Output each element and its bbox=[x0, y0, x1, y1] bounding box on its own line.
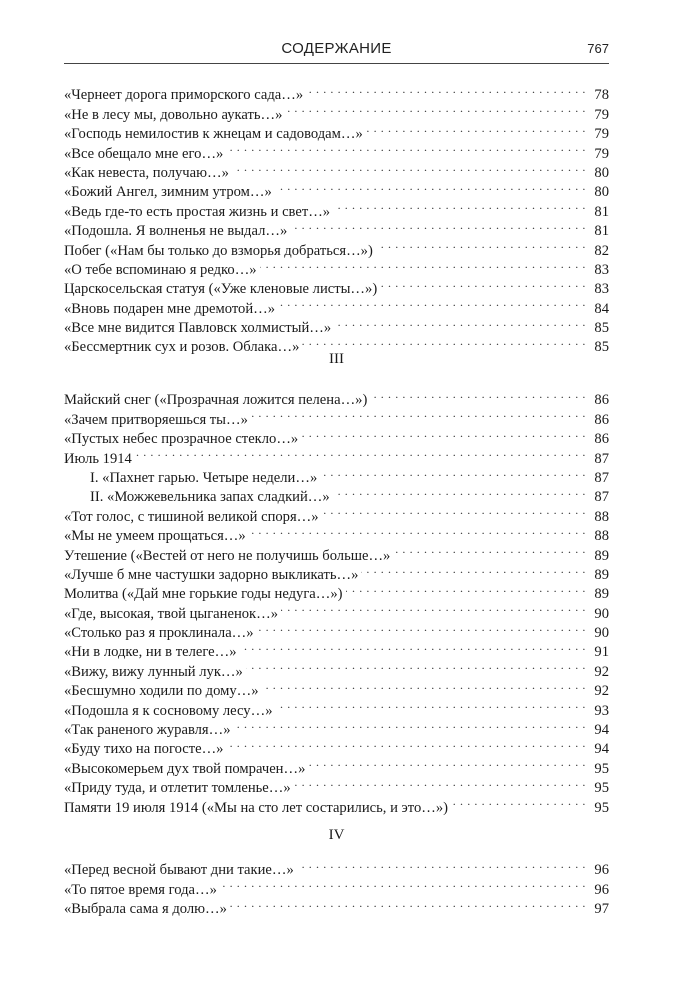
dot-leader bbox=[370, 385, 586, 404]
dot-leader bbox=[226, 138, 586, 157]
entry-title: Июль 1914 bbox=[64, 450, 132, 467]
dot-leader bbox=[257, 618, 586, 637]
section-heading-iv: IV bbox=[328, 827, 345, 843]
dot-leader bbox=[297, 855, 586, 874]
dot-leader bbox=[290, 216, 586, 235]
toc-subentry bbox=[64, 463, 609, 486]
dot-leader bbox=[240, 637, 586, 656]
entry-page: 78 bbox=[594, 87, 609, 104]
entry-title: «Выбрала сама я долю…» bbox=[64, 901, 227, 918]
entry-title: «Зачем притворяешься ты…» bbox=[64, 411, 248, 428]
entry-page: 85 bbox=[594, 320, 609, 337]
dot-leader bbox=[346, 579, 586, 598]
entry-title: «Ни в лодке, ни в телеге…» bbox=[64, 644, 237, 661]
toc-entry bbox=[64, 385, 609, 409]
dot-leader bbox=[333, 482, 586, 501]
entry-page: 79 bbox=[594, 126, 609, 143]
entry-title: «Все обещало мне его…» bbox=[64, 145, 224, 162]
entry-page: 92 bbox=[594, 683, 609, 700]
entry-page: 89 bbox=[594, 586, 609, 603]
dot-leader bbox=[376, 235, 586, 254]
dot-leader bbox=[333, 196, 586, 215]
toc-block-iv bbox=[64, 855, 609, 918]
toc-block-continued bbox=[64, 80, 609, 356]
dot-leader bbox=[278, 293, 586, 312]
entry-title: «Вижу, вижу лунный лук…» bbox=[64, 663, 243, 680]
entry-page: 89 bbox=[594, 566, 609, 583]
entry-page: 93 bbox=[594, 702, 609, 719]
entry-page: 90 bbox=[594, 605, 609, 622]
dot-leader bbox=[251, 404, 586, 423]
entry-page: 85 bbox=[594, 339, 609, 356]
entry-title: «Высокомерьем дух твой помрачен…» bbox=[64, 760, 306, 777]
dot-leader bbox=[294, 773, 586, 792]
dot-leader bbox=[135, 443, 586, 462]
entry-title: «Перед весной бывают дни такие…» bbox=[64, 862, 294, 879]
entry-title: «Пустых небес прозрачное стекло…» bbox=[64, 431, 299, 448]
toc-entry bbox=[64, 855, 609, 879]
entry-page: 87 bbox=[594, 450, 609, 467]
entry-title: II. «Можжевельника запах сладкий…» bbox=[90, 489, 330, 506]
entry-title: «Мы не умеем прощаться…» bbox=[64, 528, 246, 545]
entry-title: «Не в лесу мы, довольно аукать…» bbox=[64, 106, 283, 123]
entry-page: 86 bbox=[594, 392, 609, 409]
entry-title: «Столько раз я проклинала…» bbox=[64, 625, 254, 642]
entry-title: «Ведь где-то есть простая жизнь и свет…» bbox=[64, 203, 331, 220]
entry-title: «То пятое время года…» bbox=[64, 881, 217, 898]
dot-leader bbox=[361, 560, 586, 579]
running-head bbox=[64, 40, 609, 64]
dot-leader bbox=[220, 874, 586, 893]
page-number: 767 bbox=[587, 41, 609, 56]
entry-page: 87 bbox=[594, 489, 609, 506]
entry-title: Утешение («Вестей от него не получишь больше…» bbox=[64, 547, 391, 564]
entry-page: 80 bbox=[594, 164, 609, 181]
dot-leader bbox=[380, 274, 586, 293]
entry-page: 96 bbox=[594, 862, 609, 879]
entry-page: 83 bbox=[594, 281, 609, 298]
entry-page: 94 bbox=[594, 741, 609, 758]
entry-title: «Божий Ангел, зимним утром…» bbox=[64, 184, 272, 201]
dot-leader bbox=[322, 501, 586, 520]
section-heading-iii: III bbox=[329, 351, 344, 367]
entry-title: «Чернеет дорога приморского сада…» bbox=[64, 87, 304, 104]
entry-page: 81 bbox=[594, 203, 609, 220]
entry-title: Майский снег («Прозрачная ложится пелена…») bbox=[64, 392, 368, 409]
entry-page: 80 bbox=[594, 184, 609, 201]
entry-page: 91 bbox=[594, 644, 609, 661]
entry-title: «Бессмертник сух и розов. Облака…» bbox=[64, 339, 300, 356]
entry-page: 95 bbox=[594, 799, 609, 816]
entry-title: «О тебе вспоминаю я редко…» bbox=[64, 261, 257, 278]
entry-title: I. «Пахнет гарью. Четыре недели…» bbox=[90, 469, 318, 486]
dot-leader bbox=[234, 715, 586, 734]
entry-title: «Где, высокая, твой цыганенок…» bbox=[64, 605, 279, 622]
entry-page: 79 bbox=[594, 145, 609, 162]
dot-leader bbox=[306, 80, 586, 99]
dot-leader bbox=[301, 424, 586, 443]
dot-leader bbox=[285, 99, 586, 118]
entry-page: 86 bbox=[594, 431, 609, 448]
entry-page: 97 bbox=[594, 901, 609, 918]
entry-title: Молитва («Дай мне горькие годы недуга…») bbox=[64, 586, 343, 603]
dot-leader bbox=[302, 332, 586, 351]
entry-page: 88 bbox=[594, 508, 609, 525]
entry-title: «Тот голос, с тишиной великой споря…» bbox=[64, 508, 319, 525]
entry-title: «Как невеста, получаю…» bbox=[64, 164, 229, 181]
dot-leader bbox=[451, 792, 586, 811]
dot-leader bbox=[275, 177, 586, 196]
dot-leader bbox=[393, 540, 586, 559]
dot-leader bbox=[246, 656, 586, 675]
toc-block-iii bbox=[64, 385, 609, 816]
entry-page: 83 bbox=[594, 261, 609, 278]
entry-title: «Лучше б мне частушки задорно выкликать…» bbox=[64, 566, 359, 583]
entry-title: «Бесшумно ходили по дому…» bbox=[64, 683, 259, 700]
toc-entry bbox=[64, 80, 609, 104]
entry-title: «Господь немилостив к жнецам и садоводам…» bbox=[64, 126, 363, 143]
entry-title: «Буду тихо на погосте…» bbox=[64, 741, 224, 758]
entry-title: Царскосельская статуя («Уже кленовые листы…») bbox=[64, 281, 378, 298]
entry-page: 95 bbox=[594, 760, 609, 777]
entry-title: Памяти 19 июля 1914 («Мы на сто лет состарились, и это…») bbox=[64, 799, 449, 816]
dot-leader bbox=[260, 255, 586, 274]
entry-page: 82 bbox=[594, 242, 609, 259]
dot-leader bbox=[320, 463, 586, 482]
dot-leader bbox=[249, 521, 586, 540]
header-rule bbox=[64, 63, 609, 64]
dot-leader bbox=[334, 313, 586, 332]
entry-page: 81 bbox=[594, 223, 609, 240]
entry-title: «Вновь подарен мне дремотой…» bbox=[64, 300, 276, 317]
entry-title: «Приду туда, и отлетит томленье…» bbox=[64, 780, 291, 797]
entry-page: 90 bbox=[594, 625, 609, 642]
entry-page: 94 bbox=[594, 722, 609, 739]
entry-page: 92 bbox=[594, 663, 609, 680]
entry-title: «Подошла. Я волненья не выдал…» bbox=[64, 223, 288, 240]
entry-page: 96 bbox=[594, 881, 609, 898]
dot-leader bbox=[232, 158, 586, 177]
page-title: СОДЕРЖАНИЕ bbox=[281, 40, 392, 57]
dot-leader bbox=[230, 894, 586, 913]
entry-title: «Так раненого журавля…» bbox=[64, 722, 231, 739]
toc-entry bbox=[64, 443, 609, 467]
entry-page: 95 bbox=[594, 780, 609, 797]
entry-page: 88 bbox=[594, 528, 609, 545]
dot-leader bbox=[308, 753, 586, 772]
dot-leader bbox=[366, 119, 586, 138]
entry-page: 84 bbox=[594, 300, 609, 317]
entry-page: 89 bbox=[594, 547, 609, 564]
entry-page: 86 bbox=[594, 411, 609, 428]
dot-leader bbox=[281, 598, 586, 617]
entry-page: 87 bbox=[594, 469, 609, 486]
entry-title: Побег («Нам бы только до взморья добраться…») bbox=[64, 242, 373, 259]
entry-title: «Все мне видится Павловск холмистый…» bbox=[64, 320, 332, 337]
dot-leader bbox=[262, 676, 586, 695]
dot-leader bbox=[276, 695, 587, 714]
entry-title: «Подошла я к сосновому лесу…» bbox=[64, 702, 273, 719]
dot-leader bbox=[226, 734, 586, 753]
entry-page: 79 bbox=[594, 106, 609, 123]
